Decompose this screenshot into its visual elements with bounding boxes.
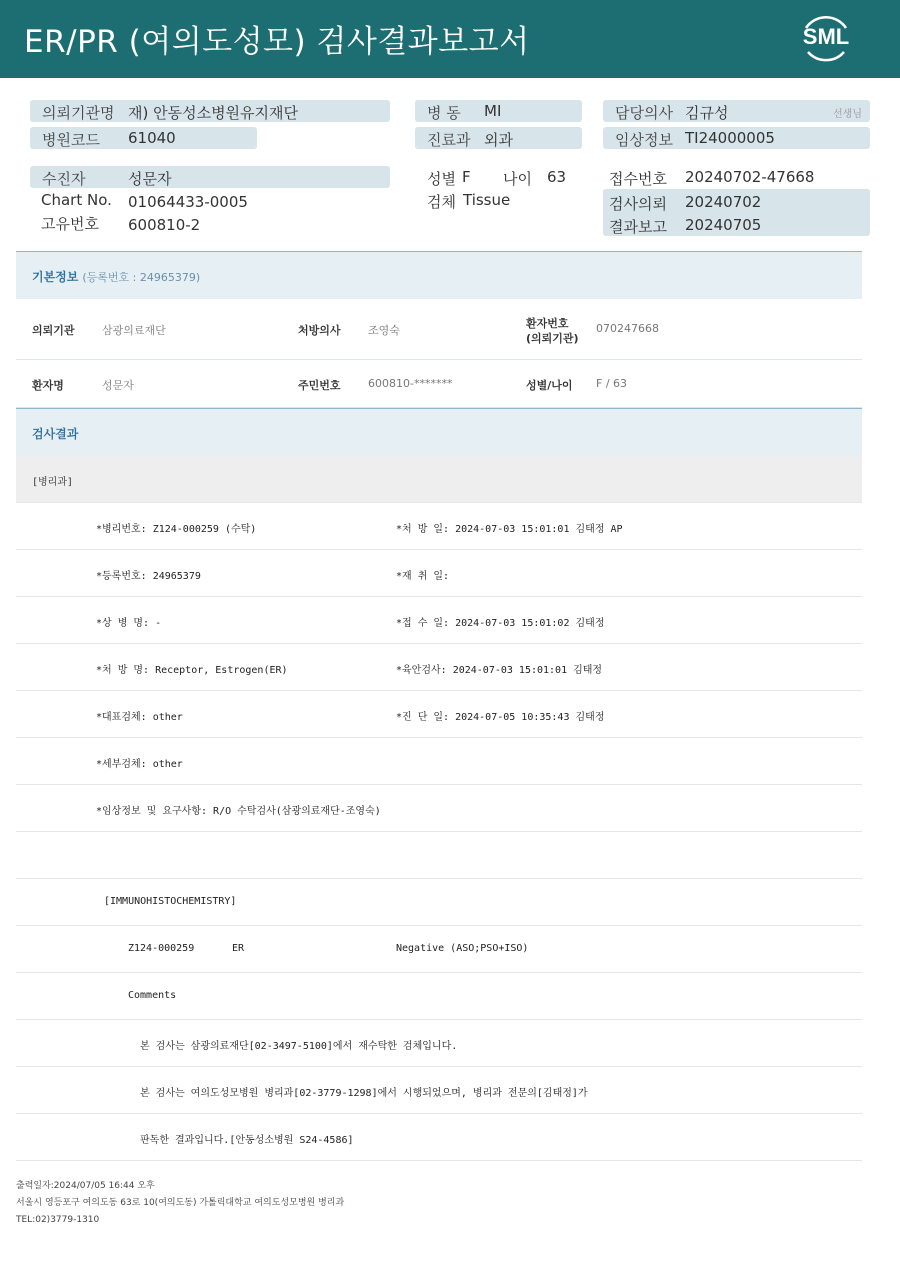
comment-text: 판독한 결과입니다.[안동성소병원 S24-4586] bbox=[140, 1135, 354, 1146]
comments-label: Comments bbox=[128, 990, 177, 1001]
hospital-code-value: 61040 bbox=[128, 129, 176, 147]
unique-value: 600810-2 bbox=[128, 216, 201, 234]
resident-no-val: 600810-******* bbox=[368, 377, 453, 390]
result-row bbox=[16, 644, 862, 691]
comment-row bbox=[16, 1020, 862, 1067]
dept-label: [병리과] bbox=[32, 477, 74, 488]
ihc-result: Negative (ASO;PSO+ISO) bbox=[396, 943, 529, 954]
patient-no-key: 환자번호 bbox=[526, 317, 569, 330]
ward-field bbox=[415, 100, 582, 122]
specimen-value: Tissue bbox=[463, 191, 511, 209]
doctor-field bbox=[603, 100, 870, 122]
ihc-title-row bbox=[16, 879, 862, 926]
patient-no-val: 070247668 bbox=[596, 322, 659, 335]
ihc-result-row bbox=[16, 926, 862, 973]
result-left: *병리번호: Z124-000259 (수탁) bbox=[96, 524, 257, 535]
result-right: *진 단 일: 2024-07-05 10:35:43 김태정 bbox=[396, 712, 605, 723]
prescriber-key: 처방의사 bbox=[298, 324, 341, 337]
institution-field bbox=[30, 100, 390, 122]
result-row bbox=[16, 550, 862, 597]
blank-row bbox=[16, 832, 862, 879]
clinical-label: 임상정보 bbox=[615, 131, 673, 149]
patient-name-key: 환자명 bbox=[32, 379, 64, 392]
result-left: *처 방 명: Receptor, Estrogen(ER) bbox=[96, 665, 288, 676]
patient-label: 수진자 bbox=[42, 170, 86, 188]
hospital-code-label: 병원코드 bbox=[42, 131, 100, 149]
patient-no-key-sub: (의뢰기관) bbox=[526, 332, 579, 345]
result-right: *육안검사: 2024-07-03 15:01:01 김태정 bbox=[396, 665, 603, 676]
ward-value: MI bbox=[484, 102, 502, 120]
sex-age-key: 성별/나이 bbox=[526, 379, 573, 392]
result-right: *접 수 일: 2024-07-03 15:01:02 김태정 bbox=[396, 618, 605, 629]
sml-logo bbox=[796, 10, 856, 68]
result-left: *임상정보 및 요구사항: R/O 수탁검사(삼광의료재단-조영숙) bbox=[96, 806, 381, 817]
basic-info-title: 기본정보 (등록번호 : 24965379) bbox=[32, 270, 201, 284]
result-left: *등록번호: 24965379 bbox=[96, 571, 201, 582]
patient-name-val: 성문자 bbox=[102, 379, 134, 392]
institution-label: 의뢰기관명 bbox=[42, 104, 115, 122]
logo-text: SML bbox=[802, 24, 850, 49]
basic-info-reg: (등록번호 : 24965379) bbox=[82, 271, 201, 284]
report-footer bbox=[16, 1178, 344, 1229]
basic-info-row-1 bbox=[16, 299, 862, 360]
result-left: *세부검체: other bbox=[96, 759, 183, 770]
chart-value: 01064433-0005 bbox=[128, 193, 248, 211]
ihc-code: Z124-000259 bbox=[128, 943, 195, 954]
receipt-label: 접수번호 bbox=[609, 170, 667, 188]
basic-info-header bbox=[16, 251, 862, 299]
comments-row bbox=[16, 973, 862, 1020]
doctor-suffix: 선생님 bbox=[833, 109, 862, 120]
dept-value: 외과 bbox=[484, 131, 513, 149]
basic-info-row-2 bbox=[16, 361, 862, 408]
results-header bbox=[16, 408, 862, 456]
hospital-code-field bbox=[30, 127, 257, 149]
sex-value: F bbox=[462, 168, 471, 186]
result-left: *대표검체: other bbox=[96, 712, 183, 723]
result-row bbox=[16, 785, 862, 832]
specimen-label: 검체 bbox=[427, 193, 456, 211]
age-value: 63 bbox=[547, 168, 567, 186]
institution-value: 재) 안동성소병원유지재단 bbox=[128, 104, 299, 122]
results-title: 검사결과 bbox=[32, 427, 79, 441]
comment-row bbox=[16, 1067, 862, 1114]
lab-address: 서울시 영등포구 여의도동 63로 10(여의도동) 가톨릭대학교 여의도성모병원 병리과 bbox=[16, 1198, 345, 1208]
institution-key: 의뢰기관 bbox=[32, 324, 75, 337]
result-right: *처 방 일: 2024-07-03 15:01:01 김태정 AP bbox=[396, 524, 623, 535]
comment-text: 본 검사는 삼광의료재단[02-3497-5100]에서 재수탁한 검체입니다. bbox=[140, 1041, 458, 1052]
result-row bbox=[16, 597, 862, 644]
dept-field bbox=[415, 127, 582, 149]
comment-text: 본 검사는 여의도성모병원 병리과[02-3779-1298]에서 시행되었으며, 병리과 전문의[김태정]가 bbox=[140, 1088, 588, 1099]
result-row bbox=[16, 503, 862, 550]
doctor-label: 담당의사 bbox=[615, 104, 673, 122]
receipt-value: 20240702-47668 bbox=[685, 168, 815, 186]
patient-value: 성문자 bbox=[128, 170, 172, 188]
clinical-field bbox=[603, 127, 870, 149]
report-header bbox=[0, 0, 900, 78]
result-left: *상 병 명: - bbox=[96, 618, 162, 629]
lab-phone: TEL:02)3779-1310 bbox=[16, 1215, 100, 1225]
clinical-value: TI24000005 bbox=[685, 129, 775, 147]
request-value: 20240702 bbox=[685, 193, 762, 211]
patient-field bbox=[30, 166, 390, 188]
doctor-value: 김규성 bbox=[685, 104, 729, 122]
ward-label: 병 동 bbox=[427, 104, 461, 122]
ihc-title: [IMMUNOHISTOCHEMISTRY] bbox=[104, 896, 237, 907]
dept-label: 진료과 bbox=[427, 131, 471, 149]
dept-subheader bbox=[16, 456, 862, 503]
report-title: ER/PR (여의도성모) 검사결과보고서 bbox=[24, 24, 530, 60]
request-label: 검사의뢰 bbox=[609, 195, 667, 213]
comment-row bbox=[16, 1114, 862, 1161]
result-row bbox=[16, 691, 862, 738]
printed-date: 출력일자:2024/07/05 16:44 오후 bbox=[16, 1181, 155, 1191]
institution-val: 삼광의료재단 bbox=[102, 324, 166, 337]
report-label: 결과보고 bbox=[609, 218, 667, 236]
ihc-marker: ER bbox=[232, 943, 245, 954]
age-label: 나이 bbox=[503, 170, 532, 188]
sex-label: 성별 bbox=[427, 170, 456, 188]
unique-label: 고유번호 bbox=[41, 215, 99, 233]
prescriber-val: 조영숙 bbox=[368, 324, 400, 337]
result-right: *재 취 일: bbox=[396, 571, 450, 582]
report-value: 20240705 bbox=[685, 216, 762, 234]
resident-no-key: 주민번호 bbox=[298, 379, 341, 392]
chart-label: Chart No. bbox=[41, 191, 112, 209]
sex-age-val: F / 63 bbox=[596, 377, 628, 390]
result-row bbox=[16, 738, 862, 785]
